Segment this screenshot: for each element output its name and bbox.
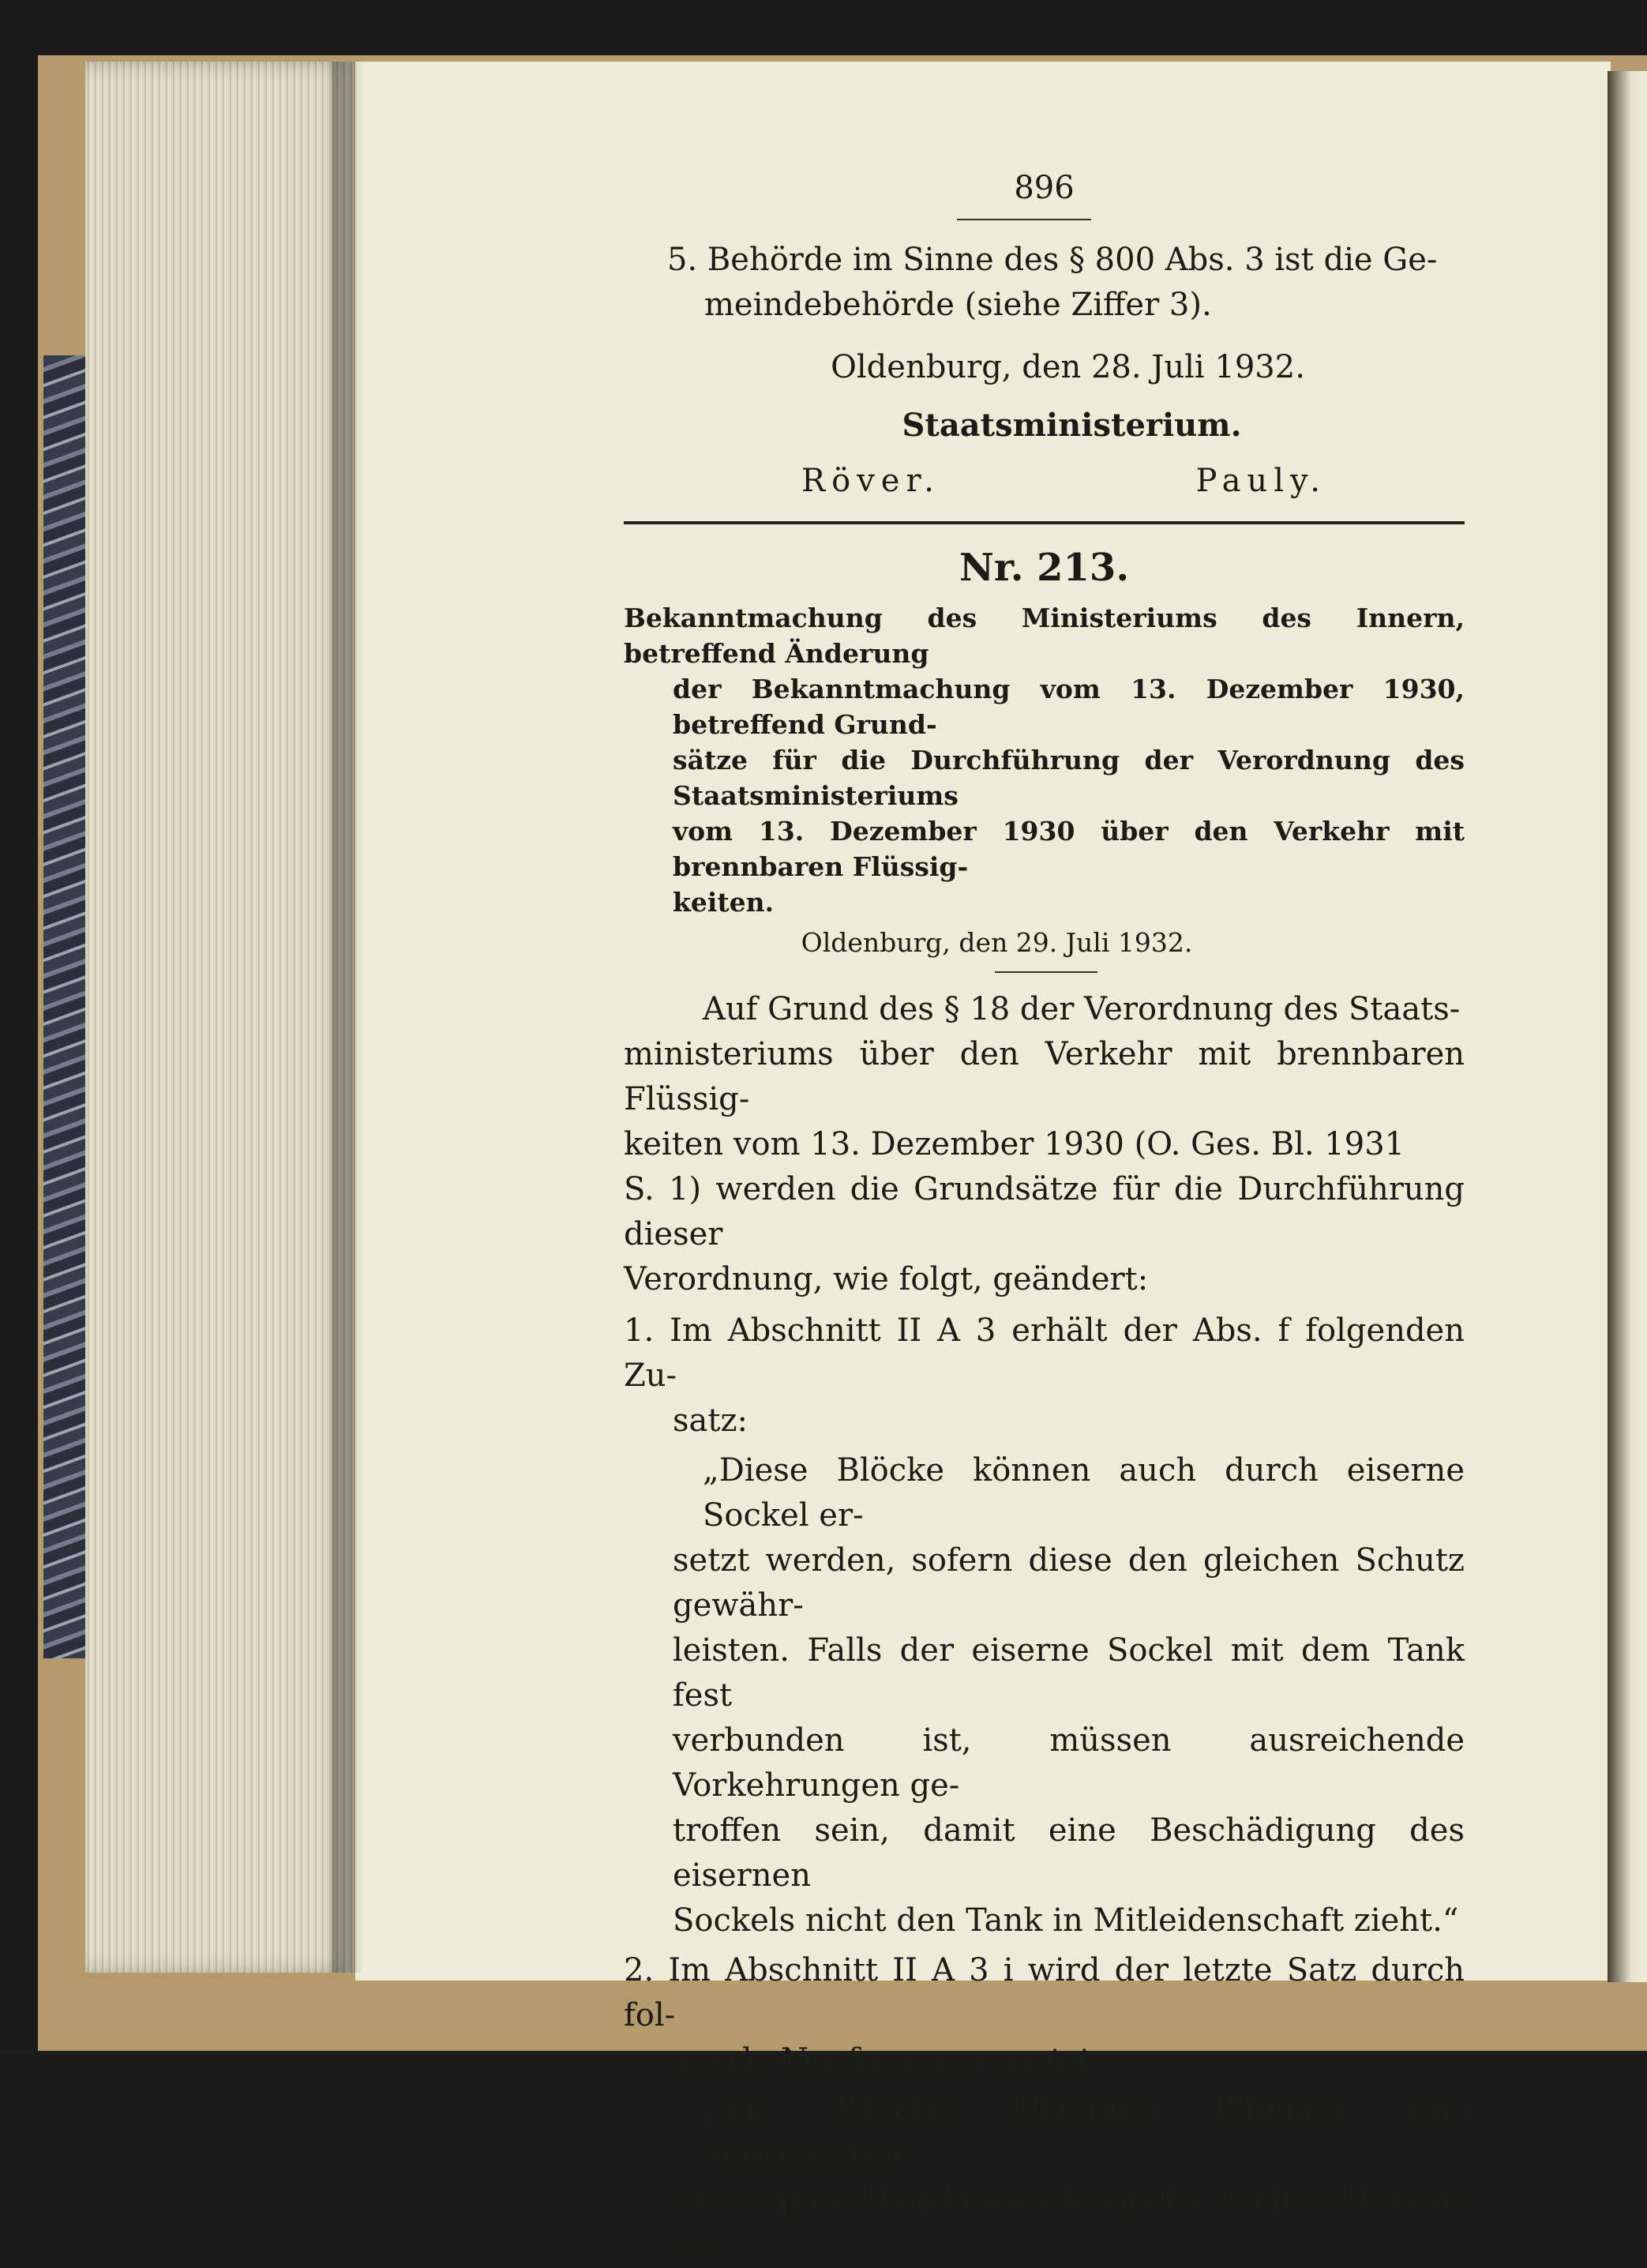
- intro-line: Auf Grund des § 18 der Verordnung des Staats-: [703, 991, 1461, 1027]
- quote-line: setzt werden, sofern diese den gleichen Schutz gewähr-: [673, 1542, 1465, 1624]
- amendment-2: [624, 1948, 1465, 2268]
- page-content: [624, 170, 1465, 2268]
- intro-paragraph: [624, 987, 1465, 1302]
- quote-line: Sockels nicht den Tank in Mitleidenschaft zieht.“: [673, 1902, 1459, 1939]
- page-edges: [85, 62, 354, 1973]
- dateline-1: Oldenburg, den 28. Juli 1932.: [831, 349, 1305, 385]
- notice-title-line: sätze für die Durchführung der Verordnung des Staatsministeriums: [673, 745, 1465, 811]
- gutter-shadow: [332, 62, 363, 1973]
- quote-line: aus Zapfstellen dürfen bei jeder Tankstelle eine ex-: [673, 2182, 1465, 2263]
- intro-line: ministeriums über den Verkehr mit brennbaren Flüssig-: [624, 1036, 1465, 1117]
- notice-title-line: Bekanntmachung des Ministeriums des Innern, betreffend Änderung: [624, 603, 1465, 669]
- signature-1: Röver.: [801, 463, 940, 499]
- quote-line: „Zur Abgabe kleinerer Mengen von Betriebsstoff: [703, 2092, 1465, 2173]
- page-number: 896: [1014, 170, 1075, 206]
- amendment-line: gende Neufassung ersetzt:: [673, 2042, 1103, 2078]
- signatures: [624, 459, 1465, 504]
- page-number-rule: [957, 219, 1091, 220]
- notice-dateline: Oldenburg, den 29. Juli 1932.: [801, 927, 1193, 958]
- notice-title-line: der Bekanntmachung vom 13. Dezember 1930, betreffend Grund-: [673, 674, 1465, 740]
- amendment-line: satz:: [673, 1402, 748, 1439]
- amendment-1: [624, 1309, 1465, 1943]
- amendment-line: 2. Im Abschnitt II A 3 i wird der letzte Satz durch fol-: [624, 1952, 1465, 2033]
- quote-line: verbunden ist, müssen ausreichende Vorkehrungen ge-: [673, 1722, 1465, 1804]
- amendment-line: 1. Im Abschnitt II A 3 erhält der Abs. f folgenden Zu-: [624, 1312, 1465, 1394]
- item-5-line-1: 5. Behörde im Sinne des § 800 Abs. 3 ist die Ge-: [667, 242, 1438, 278]
- notice-title: [624, 600, 1465, 920]
- quote-line: troffen sein, damit eine Beschädigung des eisernen: [673, 1812, 1465, 1894]
- notice-title-line: vom 13. Dezember 1930 über den Verkehr mit brennbaren Flüssig-: [673, 816, 1465, 882]
- signature-2: Pauly.: [1195, 463, 1326, 499]
- intro-line: keiten vom 13. Dezember 1930 (O. Ges. Bl. 1931: [624, 1126, 1405, 1162]
- intro-line: S. 1) werden die Grundsätze für die Durchführung dieser: [624, 1171, 1465, 1252]
- item-5-line-2: meindebehörde (siehe Ziffer 3).: [704, 287, 1212, 323]
- quote-line: „Diese Blöcke können auch durch eiserne Sockel er-: [703, 1452, 1465, 1534]
- intro-line: Verordnung, wie folgt, geändert:: [624, 1261, 1149, 1297]
- authority: Staatsministerium.: [902, 407, 1242, 444]
- notice-number: Nr. 213.: [959, 546, 1130, 590]
- notice-title-line: keiten.: [673, 887, 775, 918]
- quote-line: leisten. Falls der eiserne Sockel mit dem Tank fest: [673, 1632, 1465, 1714]
- facing-page-edge: [1608, 71, 1647, 1982]
